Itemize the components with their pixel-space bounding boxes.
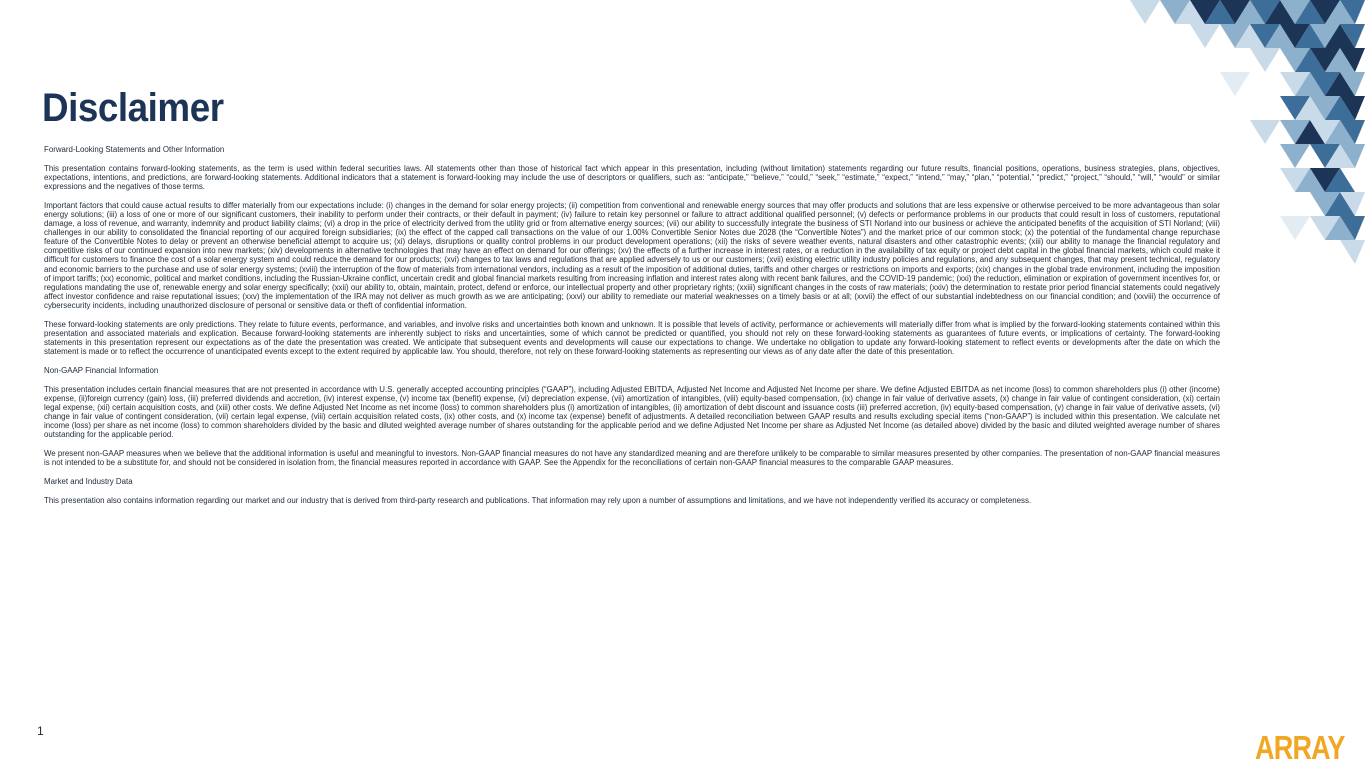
- paragraph-non-gaap-definitions: This presentation includes certain financial measures that are not presented in accordance with U.S. generally accepted accounting principles (“GAAP”), including Adjusted EBITDA, Adjusted Net Income and Adjusted Net Income per share. We define Adjusted EBITDA as net income (loss) to common shareholders plus (i) other (income) expense, (ii)foreign currency (gain) loss, (iii) preferred dividends and accretion, (iv) interest expense, (v) income tax (benefit) expense, (vi) depreciation expense, (vii) amortization of intangibles, (viii) equity-based compensation, (ix) change in fair value of derivative assets, (x) change in fair value of contingent consideration, (xi) certain legal expense, (xii) certain acquisition costs, and (xiii) other costs. We define Adjusted Net Income as net income (loss) to common shareholders plus (i) amortization of intangibles, (ii) amortization of debt discount and issuance costs (iii) preferred accretion, (iv) equity-based compensation, (v) change in fair value of derivative assets, (vi) change in fair value of contingent consideration, (vii) certain legal expense, (viii) certain acquisition related costs, (ix) other costs, and (x) income tax (expense) benefit of adjustments. A detailed reconciliation between GAAP results and results excluding special items (“non-GAAP”) is included within this presentation. We calculate net income (loss) per share as net income (loss) to common shareholders divided by the basic and diluted weighted average number of shares outstanding for the applicable period and we define Adjusted Net Income per share as Adjusted Net Income (as detailed above) divided by the basic and diluted weighted average number of shares outstanding for the applicable period.: [44, 384, 1220, 440]
- paragraph-important-factors: Important factors that could cause actual results to differ materially from our expectations include: (i) changes in the demand for solar energy projects; (ii) competition from conventional and renewable energy sources that may offer products and solutions that are less expensive or otherwise perceived to be more advantageous than solar energy solutions; (iii) a loss of one or more of our significant customers, their inability to perform under their contracts, or their default in payment; (iv) failure to retain key personnel or failure to attract additional qualified personnel; (v) defects or performance problems in our products that could result in loss of customers, reputational damage, a loss of revenue, and warranty, indemnity and product liability claims; (vi) a drop in the price of electricity derived from the utility grid or from alternative energy sources; (vii) our ability to successfully integrate the business of STI Norland into our business or achieve the anticipated benefits of the acquisition of STI Norland; (viii) challenges in our ability to consolidated the financial reporting of our acquired foreign subsidiaries; (ix) the effect of the capped call transactions on the value of our 1.00% Convertible Senior Notes due 2028 (the “Convertible Notes”) and the market price of our common stock; (x) the potential of the fundamental change repurchase feature of the Convertible Notes to delay or prevent an otherwise beneficial attempt to acquire us; (xi) delays, disruptions or quality control problems in our product development operations; (xii) the risks of severe weather events, natural disasters and other catastrophic events; (xiii) our ability to manage the financial regulatory and competitive risks of our continued expansion into new markets; (xiv) developments in alternative technologies that may have an effect on demand for our offerings; (xv) the effects of a further increase in interest rates, or a reduction in the availability of tax equity or project debt capital in the global financial markets, which could make it difficult for customers to finance the cost of a solar energy system and could reduce the demand for our products; (xvi) changes to tax laws and regulations that are applied adversely to us or our customers; (xvii) existing electric utility industry policies and regulations, and any subsequent changes, that may present technical, regulatory and economic barriers to the purchase and use of solar energy systems; (xviii) the interruption of the flow of materials from international vendors, including as a result of the imposition of additional duties, tariffs and other charges or restrictions on imports and exports; (xix) changes in the global trade environment, including the imposition of import tariffs; (xx) economic, political and market conditions, including the Russian-Ukraine conflict, uncertain credit and global financial markets resulting from increasing inflation and interest rates along with recent bank failures, and the COVID-19 pandemic; (xxi) the reduction, elimination or expiration of government incentives for, or regulations mandating the use of, renewable energy and solar energy specifically; (xxii) our ability to, obtain, maintain, protect, defend or enforce, our intellectual property and other proprietary rights; (xxiii) significant changes in the costs of raw materials; (xxiv) the determination to restate prior period financial statements could negatively affect investor confidence and raise reputational issues; (xxv) the implementation of the IRA may not deliver as much growth as we are anticipating; (xxvi) our ability to remediate our material weaknesses on a timely basis or at all; (xxvii) the effect of our substantial indebtedness on our financial condition; and (xxviii) the occurrence of cybersecurity incidents, including unauthorized disclosure of personal or sensitive data or theft of confidential information.: [44, 201, 1220, 310]
- paragraph-predictions: These forward-looking statements are only predictions. They relate to future events, performance, and variables, and involve risks and uncertainties both known and unknown. It is possible that levels of activity, performance or achievements will materially differ from what is implied by the forward-looking statements contained within this presentation and associated materials and explication. Because forward-looking statements are inherently subject to risks and uncertainties, some of which cannot be predicted or quantified, you should not rely on these forward-looking statements as guarantees of future events, or implications of certainty. The forward-looking statements in this presentation represent our expectations as of the date the presentation was created. We anticipate that subsequent events and developments will cause our expectations to change. We undertake no obligation to update any forward-looking statement to reflect events or developments after the date on which the statement is made or to reflect the occurrence of unanticipated events except to the extent required by applicable law. You should, therefore, not rely on these forward-looking statements as representing our views as of any date after the date of this presentation.: [44, 319, 1220, 356]
- disclaimer-body: [44, 145, 1220, 515]
- page-number: 1: [37, 724, 44, 738]
- paragraph-forward-looking-intro: This presentation contains forward-looking statements, as the term is used within federal securities laws. All statements other than those of historical fact which appear in this presentation, including (without limitation) statements regarding our future results, financial positions, operations, business strategies, plans, objectives, expectations, intentions, and predictions, are forward-looking statements. Additional indicators that a statement is forward-looking may include the use of descriptors or qualifiers, such as: “anticipate,” “believe,” “could,” “seek,” “estimate,” “expect,” “intend,” “may,” “plan,” “potential,” “predict,” “project,” “should,” “will,” “would” or similar expressions and the negatives of those terms.: [44, 164, 1220, 192]
- paragraph-market-data: This presentation also contains information regarding our market and our industry that is derived from third-party research and publications. That information may rely upon a number of assumptions and limitations, and we have not independently verified its accuracy or completeness.: [44, 496, 1032, 506]
- section-heading-market-data: Market and Industry Data: [44, 477, 133, 487]
- paragraph-non-gaap-usefulness: We present non-GAAP measures when we believe that the additional information is useful and meaningful to investors. Non-GAAP financial measures do not have any standardized meaning and are therefore unlikely to be comparable to similar measures presented by other companies. The presentation of non-GAAP financial measures is not intended to be a substitute for, and should not be considered in isolation from, the financial measures reported in accordance with GAAP. See the Appendix for the reconciliations of certain non-GAAP financial measures to the comparable GAAP measures.: [44, 449, 1220, 468]
- array-logo: ARRAY: [1255, 729, 1345, 766]
- section-heading-forward-looking: Forward-Looking Statements and Other Information: [44, 145, 225, 154]
- section-heading-non-gaap: Non-GAAP Financial Information: [44, 365, 159, 375]
- page-title: Disclaimer: [42, 86, 224, 130]
- triangle-pattern-decoration: [1130, 0, 1365, 270]
